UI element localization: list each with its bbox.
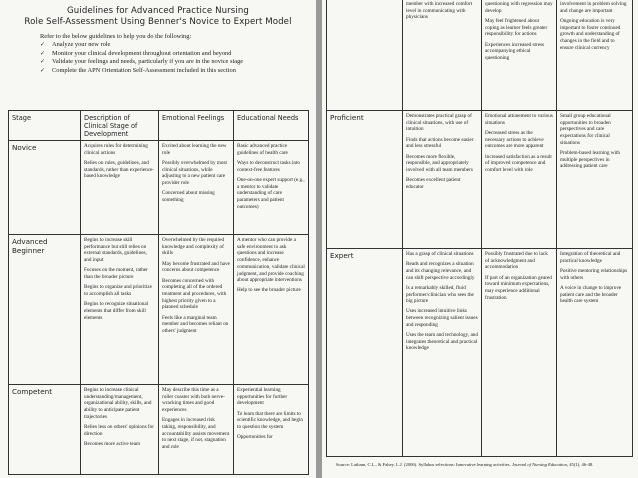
intro-lead: Refer to the below guidelines to help you do the following: bbox=[40, 33, 192, 40]
feelings-cell bbox=[482, 111, 557, 249]
description-cell bbox=[81, 235, 159, 385]
cell-text: Basic advanced practice guidelines of health care bbox=[237, 143, 288, 156]
checklist-item: ✓ Complete the APN Orientation Self-Assessment included in this section bbox=[40, 67, 308, 75]
cell-text: If part of an organization geared toward minimum expectations, may experience additional frustration bbox=[485, 274, 552, 301]
cell-text: Overwhelmed by the required knowledge and complexity of skills bbox=[162, 237, 225, 257]
citation-text: 45(1), 46-48. bbox=[569, 462, 594, 467]
cell-text: Decreased stress as the necessary actions to achieve outcomes are more apparent bbox=[485, 129, 544, 150]
stage-cell: Expert bbox=[327, 249, 403, 457]
source-citation bbox=[336, 462, 593, 468]
header-needs: Educational Needs bbox=[234, 111, 309, 141]
cell-text: Concerned about missing something bbox=[162, 190, 215, 203]
cell-text: Begins to increase clinical understanding/management, organizational ability, skills, and ability to anticipate patient trajectories bbox=[84, 387, 152, 420]
cell-text: Finds that actions become easier and less stressful bbox=[406, 136, 474, 150]
cell-text: member with increased comfort level in communicating with physicians bbox=[406, 1, 473, 21]
cell-text: Reads and recognizes a situation and its changing relevance, and can shift perspective accordingly bbox=[406, 261, 475, 281]
cell-text: Becomes more flexible, responsible, and appropriately involved with all team members bbox=[406, 153, 473, 173]
header-description: Description of Clinical Stage of Development bbox=[81, 111, 159, 141]
stages-table-continued bbox=[326, 0, 633, 457]
cell-text: Is a remarkably skilled, fluid performer/clinician who sees the big picture bbox=[406, 284, 474, 305]
cell-text: Uses the team and technology, and integrates theoretical and practical knowledge bbox=[406, 332, 478, 352]
cell-text: Possibly overwhelmed by most clinical situations, while adjusting to a new patient care provider role bbox=[162, 159, 227, 187]
cell-text: Excited about learning the new role bbox=[162, 143, 227, 156]
table-row-proficient bbox=[327, 111, 633, 249]
cell-text: Ongoing education is very important to foster continued growth and understanding of changes in the field and to ensure clinical currency bbox=[560, 17, 621, 51]
description-cell bbox=[81, 141, 159, 235]
cell-text: Begins to recognize situational elements that differ from skill elements bbox=[84, 301, 149, 321]
cell-text: Problem-based learning with multiple perspectives in addressing patient care bbox=[560, 150, 620, 170]
cell-text: Begins to organize and prioritize to accomplish all tasks bbox=[84, 284, 152, 297]
table-row-continuation bbox=[327, 0, 633, 111]
stage-cell-empty bbox=[327, 0, 403, 111]
feelings-cell bbox=[159, 385, 234, 475]
cell-text: Ways to deconstruct tasks into context-free features bbox=[237, 159, 300, 173]
cell-text: Integration of theoretical and practical knowledge bbox=[560, 251, 621, 264]
description-cell bbox=[403, 0, 482, 111]
citation-journal: Journal of Nursing Education, bbox=[511, 462, 569, 467]
checklist-item: ✓ Analyze your new role bbox=[40, 41, 308, 49]
cell-text: Demonstrates practical grasp of clinical situations, with use of intuition bbox=[406, 113, 472, 133]
needs-cell bbox=[234, 141, 309, 235]
right-page bbox=[322, 0, 638, 478]
header-stage: Stage bbox=[9, 111, 81, 141]
stage-cell: Proficient bbox=[327, 111, 403, 249]
header-feelings: Emotional Feelings bbox=[159, 111, 234, 141]
cell-text: May describe this time as a roller coaster with both nerve-wracking times and good experiences bbox=[162, 387, 225, 414]
cell-text: Has a grasp of clinical situations bbox=[406, 251, 474, 257]
checklist-item: ✓ Monitor your clinical development throughout orientation and beyond bbox=[40, 50, 308, 58]
feelings-cell bbox=[159, 141, 234, 235]
cell-text: To learn that there are limits to scientific knowledge, and begin to question the system bbox=[237, 410, 303, 431]
needs-cell bbox=[234, 385, 309, 475]
cell-text: Experiences increased stress accompanying ethical questioning bbox=[485, 41, 545, 61]
table-row-advanced-beginner bbox=[9, 235, 309, 385]
cell-text: Small group educational opportunities to broaden perspectives and care expectations for clinical situations bbox=[560, 113, 611, 146]
cell-text: Positive mentoring relationships with others bbox=[560, 267, 628, 281]
table-row-competent bbox=[9, 385, 309, 475]
feelings-cell bbox=[482, 0, 557, 111]
cell-text: A voice in change to improve patient care and the broader health care system bbox=[560, 284, 622, 305]
cell-text: Becomes more active team bbox=[84, 440, 141, 447]
checklist-item: ✓ Validate your feelings and needs, particularly if you are in the novice stage bbox=[40, 58, 308, 66]
cell-text: Becomes excellent patient educator bbox=[406, 177, 461, 190]
needs-cell bbox=[557, 0, 633, 111]
stages-table bbox=[8, 110, 309, 475]
cell-text: Uses increased intuitive links between recognizing salient issues and responding bbox=[406, 308, 478, 328]
cell-text: Relies less on others' opinions for direction bbox=[84, 424, 154, 437]
description-cell bbox=[403, 249, 482, 457]
cell-text: Opportunities for bbox=[237, 434, 273, 441]
title-line-1: Guidelines for Advanced Practice Nursing bbox=[67, 6, 249, 16]
cell-text: Begins to increase skill performance but still relies on external standards, guidelines, and input bbox=[84, 237, 147, 264]
description-cell bbox=[81, 385, 159, 475]
cell-text: Feels like a marginal team member and becomes reliant on others' judgment bbox=[162, 314, 229, 334]
stage-cell: Competent bbox=[9, 385, 81, 475]
cell-text: May become frustrated and have concerns about competence bbox=[162, 260, 230, 274]
cell-text: involvement in problem solving and change are important bbox=[560, 1, 627, 14]
cell-text: questioning with regression may develop bbox=[485, 1, 553, 14]
intro-section bbox=[0, 28, 316, 75]
citation-text: Source: Latham, C.L., & Fahey, L.J. (2006). Syllabus selections: Innovative learning activities. bbox=[336, 462, 511, 467]
cell-text: Becomes concerned with completing all of the ordered treatment and procedures, with highest priority given to a planned schedule bbox=[162, 277, 227, 311]
left-page bbox=[0, 0, 316, 478]
cell-text: One-on-one expert support (e.g., a mentor to validate understanding of care parameters and patient outcomes) bbox=[237, 176, 305, 210]
needs-cell bbox=[234, 235, 309, 385]
needs-cell bbox=[557, 249, 633, 457]
feelings-cell bbox=[482, 249, 557, 457]
cell-text: Increased satisfaction as a result of improved competence and comfort level with role bbox=[485, 153, 552, 173]
cell-text: Emotional attunement to various situations bbox=[485, 113, 553, 126]
cell-text: Engages in increased risk taking, responsibility, and accountability assists movement to next stage, if not, stagnation and role bbox=[162, 417, 230, 451]
document-title bbox=[0, 0, 316, 28]
cell-text: A mentor who can provide a safe environment to ask questions and increase confidence, enhance communication, validate clinical judgment, and provide coaching about appropriate interventions bbox=[237, 237, 305, 284]
cell-text: May feel frightened about coping as learner feels greater responsibility for actions bbox=[485, 17, 548, 38]
cell-text: Acquires rules for determining clinical actions bbox=[84, 143, 148, 156]
title-line-2: Role Self-Assessment Using Benner's Novice to Expert Model bbox=[24, 17, 292, 27]
cell-text: Relies on rules, guidelines, and standards, rather than experience-based knowledge bbox=[84, 159, 154, 180]
needs-cell bbox=[557, 111, 633, 249]
cell-text: Experiential learning opportunities for further development bbox=[237, 387, 288, 407]
table-row-expert bbox=[327, 249, 633, 457]
description-cell bbox=[403, 111, 482, 249]
cell-text: Help to see the broader picture bbox=[237, 287, 301, 294]
table-row-novice bbox=[9, 141, 309, 235]
stage-cell: Advanced Beginner bbox=[9, 235, 81, 385]
cell-text: Focuses on the moment, rather than the broader picture bbox=[84, 267, 148, 281]
cell-text: Possibly frustrated due to lack of acknowledgment and accommodation bbox=[485, 251, 548, 271]
feelings-cell bbox=[159, 235, 234, 385]
table-header-row bbox=[9, 111, 309, 141]
stage-cell: Novice bbox=[9, 141, 81, 235]
